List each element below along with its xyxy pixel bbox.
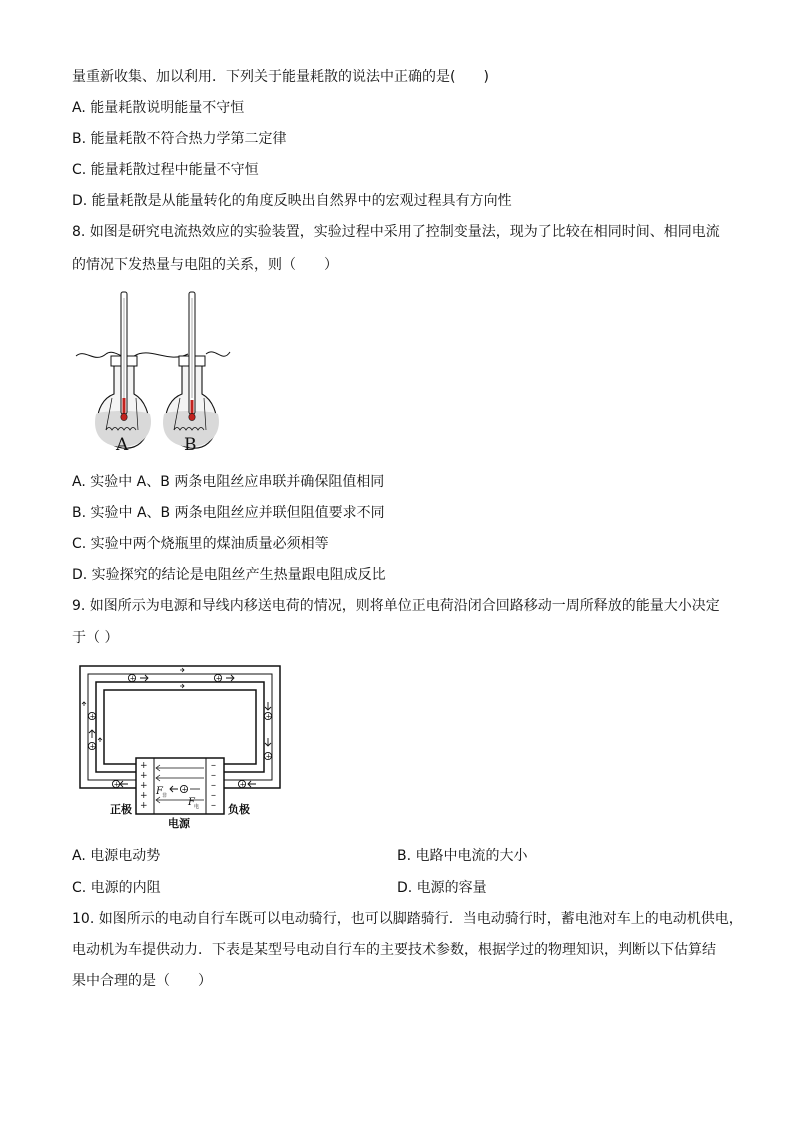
q9-stem-line2: 于（ ）: [72, 630, 119, 646]
q8-stem-line2: 的情况下发热量与电阻的关系，则（ ）: [72, 257, 338, 273]
svg-text:–: –: [211, 780, 216, 791]
flask-a-label: A: [116, 435, 129, 455]
q8-option-b: B. 实验中 A、B 两条电阻丝应并联但阻值要求不同: [72, 505, 385, 521]
svg-text:+: +: [140, 761, 148, 771]
q7-stem-tail: 量重新收集、加以利用．下列关于能量耗散的说法中正确的是( ): [72, 69, 489, 85]
svg-text:–: –: [211, 790, 216, 801]
q7-option-d: D. 能量耗散是从能量转化的角度反映出自然界中的宏观过程具有方向性: [72, 193, 512, 209]
power-source-label: 电源: [168, 817, 190, 830]
svg-text:+: +: [140, 801, 148, 811]
q7-option-c: C. 能量耗散过程中能量不守恒: [72, 162, 259, 178]
q9-option-a: A. 电源电动势: [72, 848, 161, 864]
svg-text:+: +: [239, 780, 246, 789]
q8-option-d: D. 实验探究的结论是电阻丝产生热量跟电阻成反比: [72, 567, 386, 583]
negative-terminal-label: 负极: [228, 803, 250, 816]
q8-option-a: A. 实验中 A、B 两条电阻丝应串联并确保阻值相同: [72, 474, 385, 490]
svg-text:+: +: [181, 785, 188, 794]
flask-a: [95, 292, 151, 455]
svg-text:+: +: [140, 791, 148, 801]
svg-text:+: +: [265, 712, 272, 721]
q8-option-c: C. 实验中两个烧瓶里的煤油质量必须相等: [72, 536, 329, 552]
q10-stem-line1: 10. 如图所示的电动自行车既可以电动骑行，也可以脚踏骑行．当电动骑行时，蓄电池对车上的电动机供电，: [72, 911, 743, 927]
force-electric-subscript: 电: [194, 804, 200, 810]
svg-text:+: +: [129, 674, 136, 683]
svg-text:+: +: [215, 674, 222, 683]
q8-figure-flasks: [72, 290, 242, 456]
force-nonelectric-subscript: 非: [162, 793, 168, 799]
q7-option-b: B. 能量耗散不符合热力学第二定律: [72, 131, 287, 147]
svg-text:+: +: [140, 771, 148, 781]
q9-option-c: C. 电源的内阻: [72, 880, 161, 896]
q10-stem-line3: 果中合理的是（ ）: [72, 973, 212, 989]
q9-option-d: D. 电源的容量: [397, 880, 487, 896]
svg-text:–: –: [211, 770, 216, 781]
q9-figure-circuit: [76, 662, 284, 830]
flask-b: [163, 292, 219, 455]
svg-text:–: –: [211, 760, 216, 771]
svg-text:+: +: [113, 780, 120, 789]
q9-option-b: B. 电路中电流的大小: [397, 848, 528, 864]
positive-terminal-label: 正极: [110, 803, 132, 816]
svg-text:+: +: [140, 781, 148, 791]
svg-text:+: +: [265, 752, 272, 761]
q8-stem-line1: 8. 如图是研究电流热效应的实验装置，实验过程中采用了控制变量法，现为了比较在相同时间、相同电流: [72, 224, 720, 240]
q9-stem-line1: 9. 如图所示为电源和导线内移送电荷的情况，则将单位正电荷沿闭合回路移动一周所释放的能量大小决定: [72, 598, 720, 614]
flask-b-label: B: [184, 435, 197, 455]
svg-text:+: +: [89, 712, 96, 721]
svg-text:+: +: [89, 742, 96, 751]
force-electric-label: F: [188, 797, 195, 808]
force-nonelectric-label: F: [156, 786, 163, 797]
svg-text:–: –: [211, 800, 216, 811]
q7-option-a: A. 能量耗散说明能量不守恒: [72, 100, 245, 116]
q10-stem-line2: 电动机为车提供动力．下表是某型号电动自行车的主要技术参数，根据学过的物理知识，判断以下估算结: [72, 942, 716, 958]
